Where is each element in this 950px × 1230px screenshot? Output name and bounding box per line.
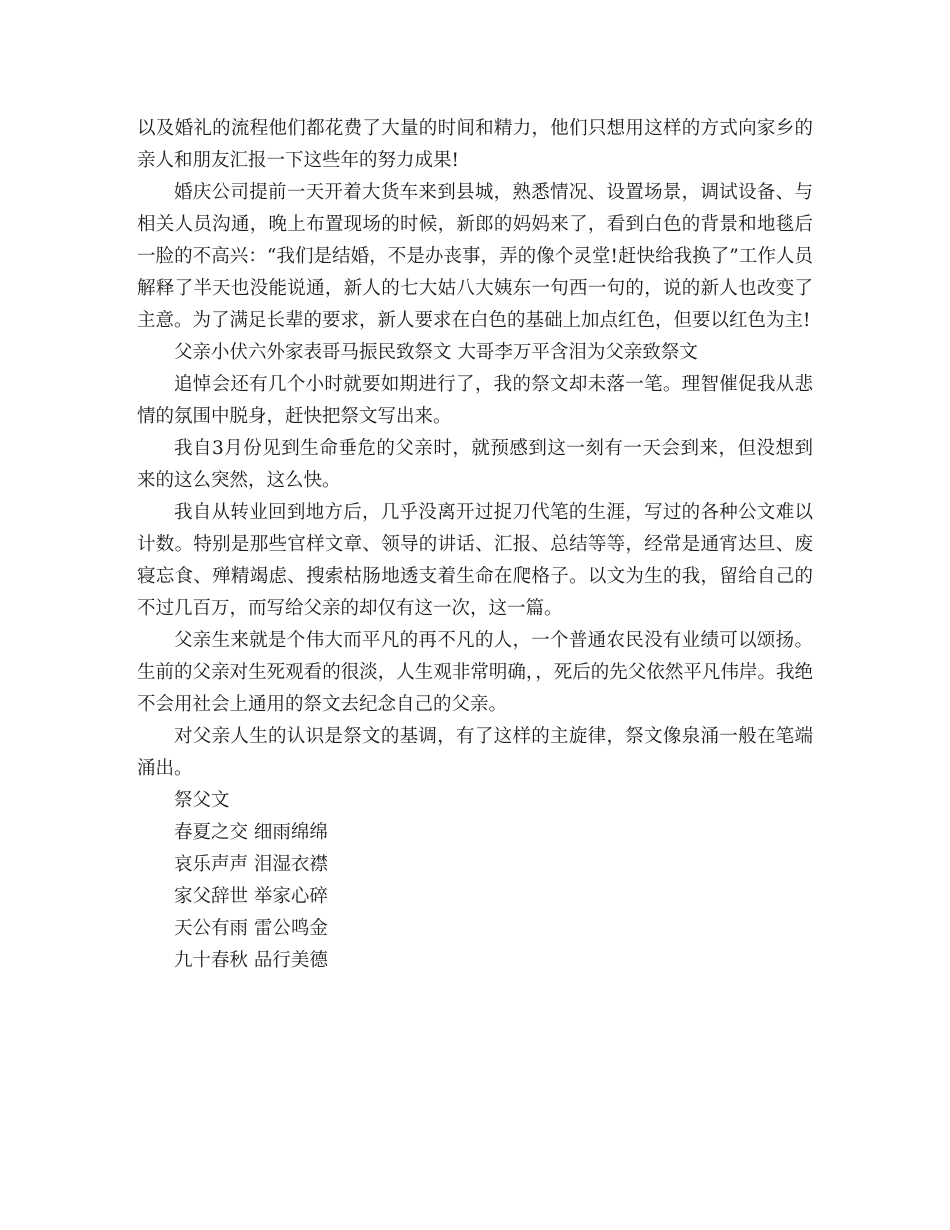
verse-title: 祭父文 bbox=[174, 790, 230, 811]
verse-line: 春夏之交 细雨绵绵 bbox=[174, 822, 328, 843]
paragraph: 追悼会还有几个小时就要如期进行了，我的祭文却未落一笔。理智催促我从悲情的氛围中脱身，赶快把祭文写出来。 bbox=[137, 374, 813, 427]
paragraph: 父亲生来就是个伟大而平凡的再不凡的人，一个普通农民没有业绩可以颂扬。生前的父亲对生死观看的很淡，人生观非常明确，，死后的先父依然平凡伟岸。我绝不会用社会上通用的祭文去纪念自己的父亲。 bbox=[137, 630, 813, 715]
paragraph: 对父亲人生的认识是祭文的基调，有了这样的主旋律，祭文像泉涌一般在笔端涌出。 bbox=[137, 726, 813, 779]
elegy-verses bbox=[137, 785, 813, 977]
paragraph: 父亲小伏六外家表哥马振民致祭文 大哥李万平含泪为父亲致祭文 bbox=[174, 342, 698, 363]
verse-line: 九十春秋 品行美德 bbox=[174, 950, 328, 971]
verse-line: 哀乐声声 泪湿衣襟 bbox=[174, 854, 328, 875]
document-body bbox=[137, 113, 813, 785]
document-page bbox=[137, 113, 813, 977]
verse-line: 天公有雨 雷公鸣金 bbox=[174, 918, 328, 939]
paragraph: 以及婚礼的流程他们都花费了大量的时间和精力，他们只想用这样的方式向家乡的亲人和朋友汇报一下这些年的努力成果! bbox=[137, 118, 813, 171]
paragraph: 婚庆公司提前一天开着大货车来到县城，熟悉情况、设置场景，调试设备、与相关人员沟通，晚上布置现场的时候，新郎的妈妈来了，看到白色的背景和地毯后一脸的不高兴：“我们是结婚，不是办丧事，弄的像个灵堂!赶快给我换了”工作人员解释了半天也没能说通，新人的七大姑八大姨东一句西一句的，说的新人也改变了主意。为了满足长辈的要求，新人要求在白色的基础上加点红色，但要以红色为主! bbox=[137, 182, 813, 331]
paragraph: 我自3月份见到生命垂危的父亲时，就预感到这一刻有一天会到来，但没想到来的这么突然，这么快。 bbox=[137, 438, 813, 491]
paragraph: 我自从转业回到地方后，几乎没离开过捉刀代笔的生涯，写过的各种公文难以计数。特别是那些官样文章、领导的讲话、汇报、总结等等，经常是通宵达旦、废寝忘食、殚精竭虑、搜索枯肠地透支着生命在爬格子。以文为生的我，留给自己的不过几百万，而写给父亲的却仅有这一次，这一篇。 bbox=[137, 502, 813, 619]
verse-line: 家父辞世 举家心碎 bbox=[174, 886, 328, 907]
